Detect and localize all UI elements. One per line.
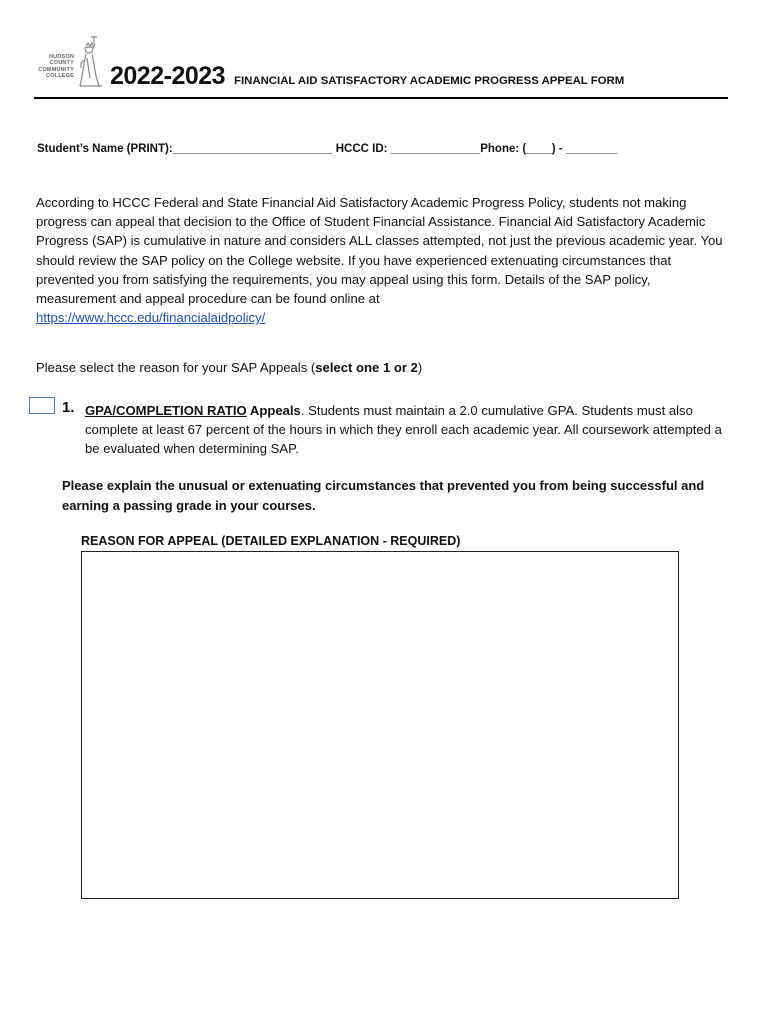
statue-of-liberty-icon [72, 34, 106, 88]
select-emphasis: select one 1 or 2 [315, 360, 418, 375]
option-1-checkbox[interactable] [29, 397, 55, 414]
policy-text: According to HCCC Federal and State Financial Aid Satisfactory Academic Progress Policy, students not making progress can appeal that decision to the Office of Student Financial Assistance. Financial Aid Satisfactory Academic Progress (SAP) is cumulative in nature and considers ALL classes attempted, not just the previous academic year. You should review the SAP policy on the College website. If you have experienced extenuating circumstances that prevented you from satisfying the requirements, you may appeal using this form. Details of the SAP policy, measurement and appeal procedure can be found online at [36, 195, 723, 307]
option-1-description: GPA/COMPLETION RATIO Appeals. Students must maintain a 2.0 cumulative GPA. Students must also complete at least 67 percent of the hours in which they enroll each academic year. All coursework attempted a be evaluated when determining SAP. [85, 403, 722, 456]
option-1-heading: GPA/COMPLETION RATIO [85, 403, 247, 418]
student-info-fields[interactable]: Student’s Name (PRINT):_________________________ HCCC ID: ______________Phone: (____) - ________ [37, 143, 618, 155]
reason-label: REASON FOR APPEAL (DETAILED EXPLANATION - REQUIRED) [81, 534, 461, 548]
college-logo [30, 34, 110, 90]
explanation-instructions: Please explain the unusual or extenuating circumstances that prevented you from being successful and earning a passing grade in your courses. [62, 478, 705, 513]
reason-textbox[interactable] [81, 551, 679, 899]
form-year: 2022-2023 [110, 62, 226, 90]
option-1-number: 1. [62, 399, 75, 416]
logo-text: HUDSON COUNTY COMMUNITY COLLEGE [38, 54, 74, 80]
select-instruction: Please select the reason for your SAP Appeals (select one 1 or 2) [36, 360, 423, 375]
policy-link[interactable]: https://www.hccc.edu/financialaidpolicy/ [36, 310, 266, 326]
policy-paragraph [36, 193, 726, 327]
header-divider [34, 97, 728, 99]
form-title: FINANCIAL AID SATISFACTORY ACADEMIC PROGRESS APPEAL FORM [234, 75, 625, 87]
